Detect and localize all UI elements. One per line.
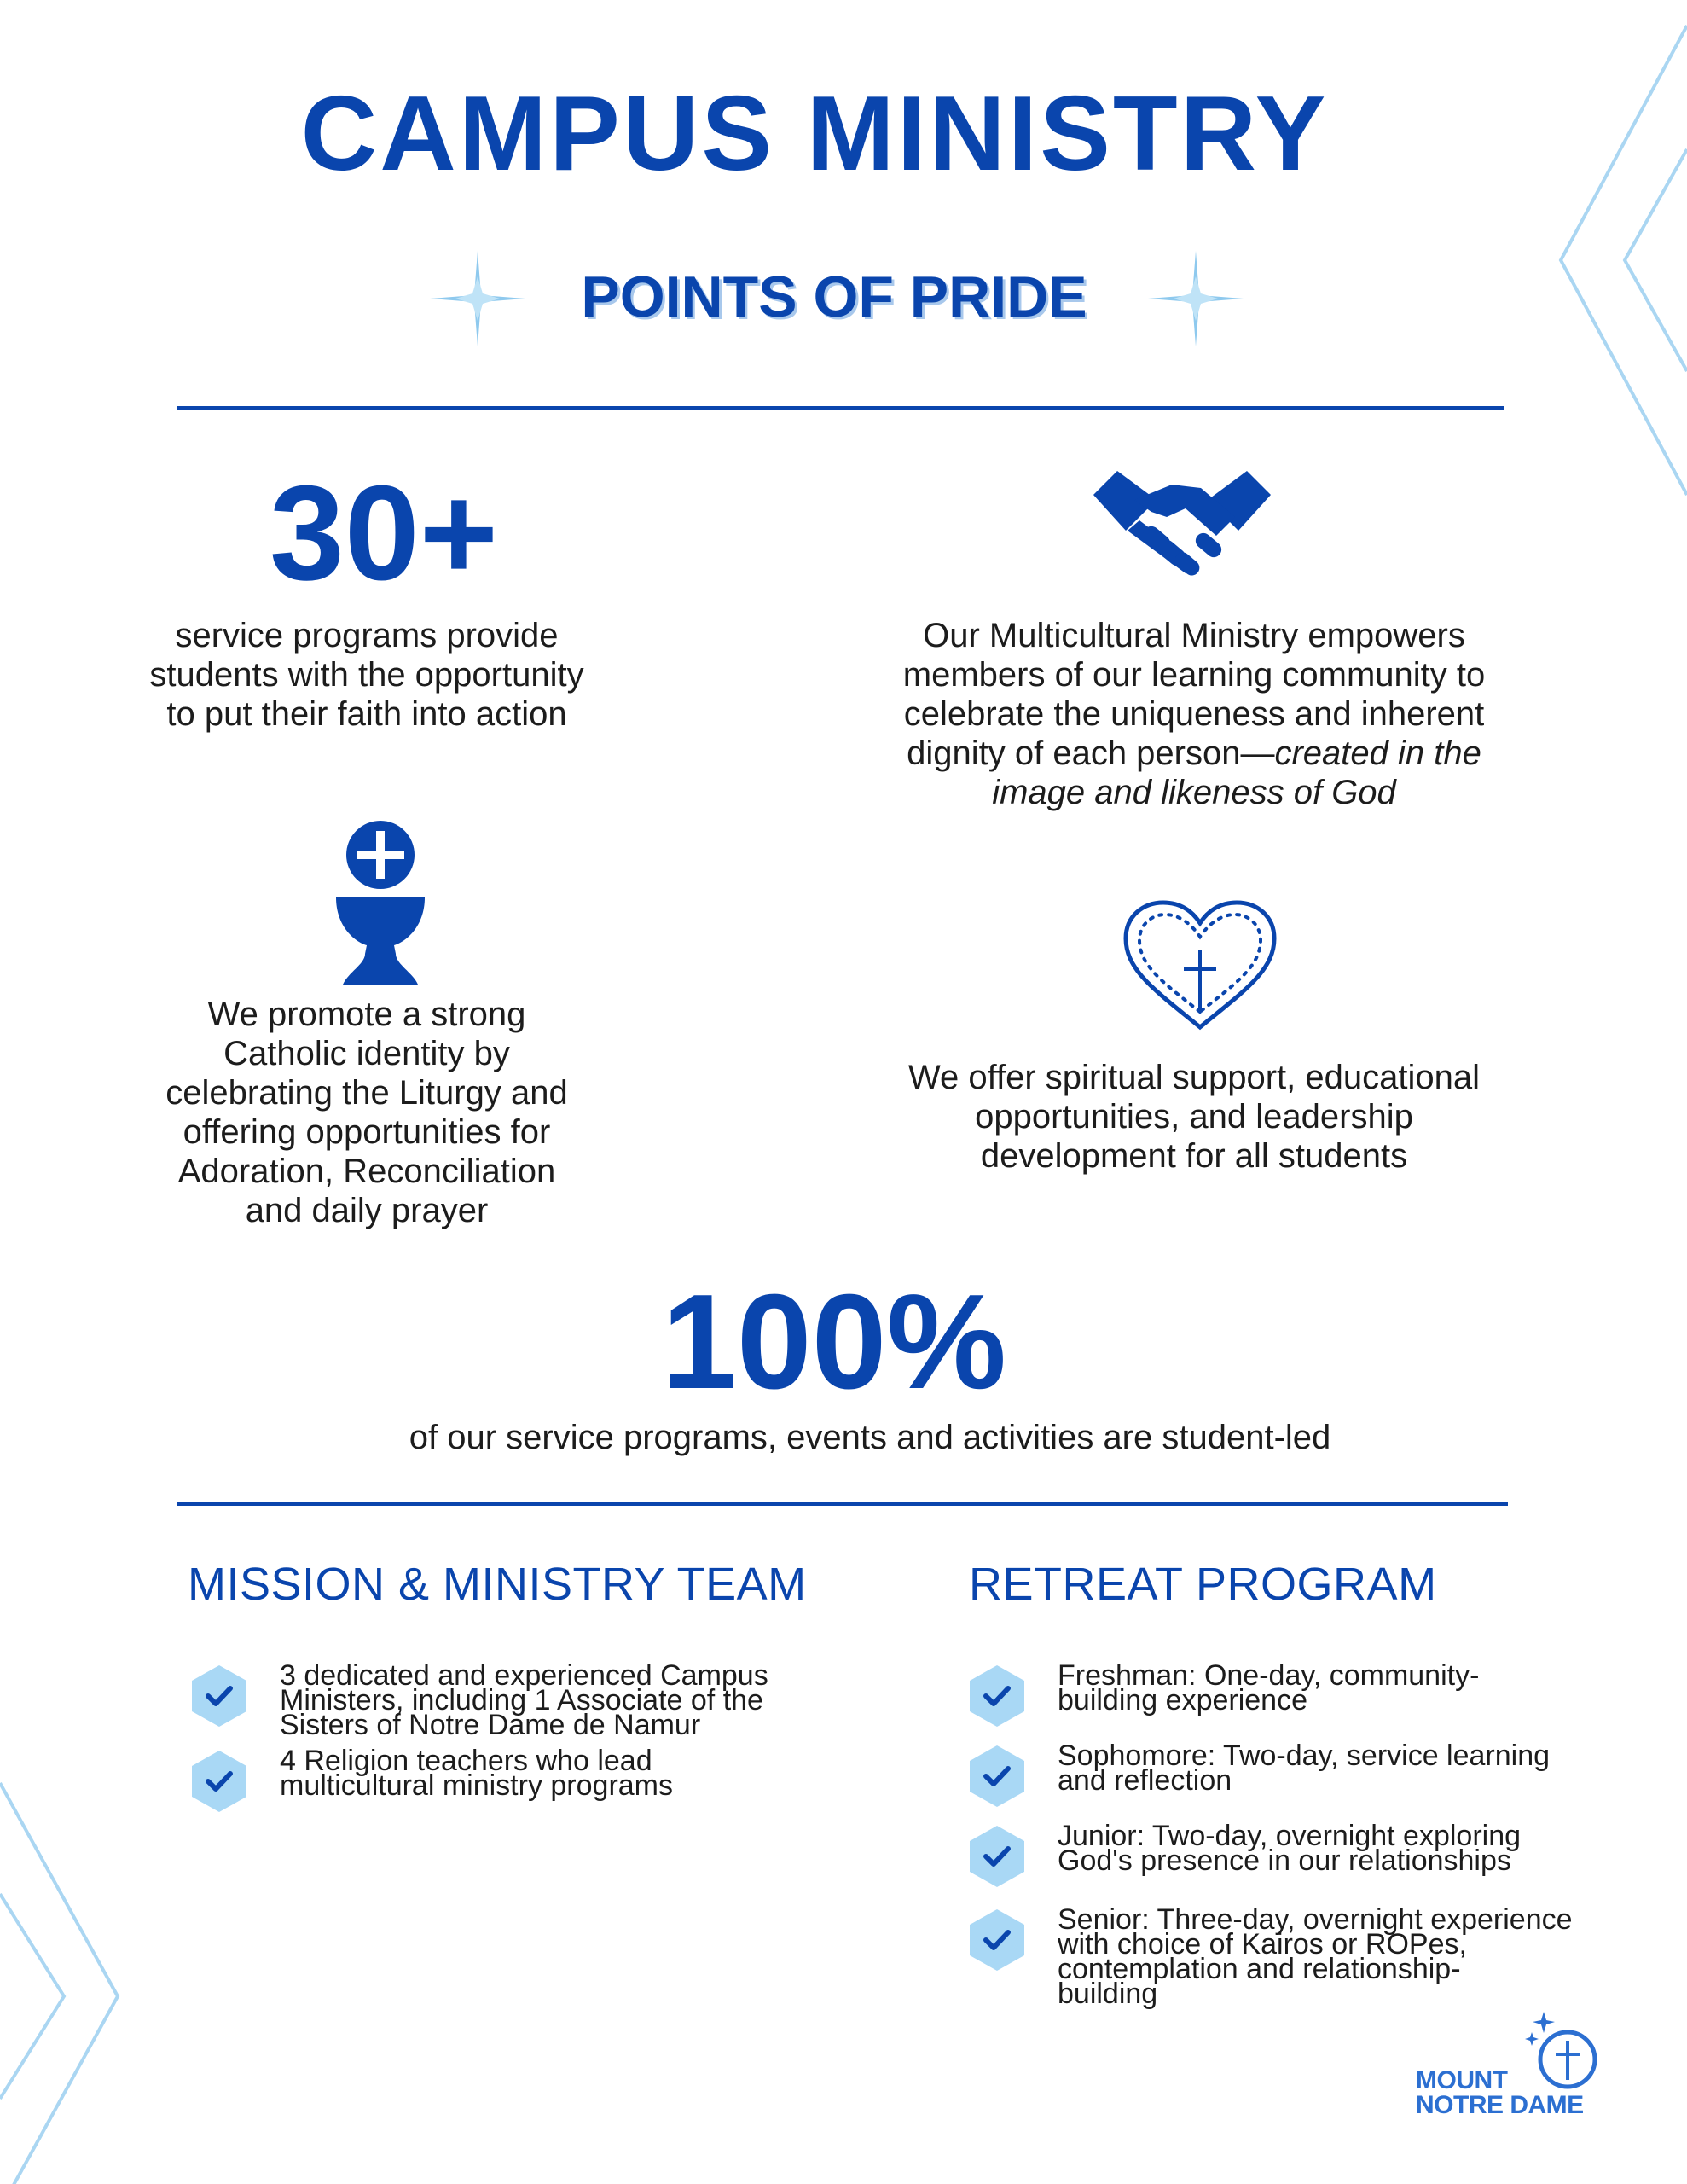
check-icon [189, 1749, 249, 1814]
list-item-text: Sophomore: Two-day, service learning and reflection [1058, 1740, 1551, 1797]
list-item [967, 1903, 1667, 2018]
check-icon [189, 1664, 249, 1728]
list-item [189, 1745, 872, 1814]
sparkle-star-icon [1145, 247, 1247, 350]
stat-student-led: 100% [661, 1267, 1007, 1417]
list-item [189, 1659, 872, 1741]
student-led-caption: of our service programs, events and activities are student-led [409, 1419, 1331, 1456]
heart-cross-icon [1122, 899, 1278, 1032]
handshake-icon [1092, 471, 1272, 580]
list-item-text: 4 Religion teachers who lead multicultural ministry programs [280, 1745, 673, 1802]
divider [177, 406, 1504, 410]
list-item [967, 1659, 1667, 1728]
check-icon [967, 1824, 1027, 1889]
chalice-host-icon [334, 819, 426, 986]
list-item [967, 1820, 1667, 1889]
list-item-text: 3 dedicated and experienced Campus Ministers, including 1 Associate of the Sisters of Notre Dame de Namur [280, 1659, 768, 1741]
mission-team-heading: MISSION & MINISTRY TEAM [188, 1559, 807, 1610]
catholic-identity-description: We promote a strong Catholic identity by celebrating the Liturgy and offering opportunities for Adoration, Reconciliation and daily prayer [165, 996, 568, 1229]
divider [177, 1502, 1508, 1506]
check-icon [967, 1908, 1027, 1972]
retreat-program-heading: RETREAT PROGRAM [969, 1559, 1437, 1610]
service-description: service programs provide students with the opportunity to put their faith into action [149, 617, 584, 733]
list-item-text: Senior: Three-day, overnight experience with choice of Kairos or ROPes, contemplation and relationship- building [1058, 1903, 1573, 2010]
multicultural-description: Our Multicultural Ministry empowers members of our learning community to celebrate the uniqueness and inherent dignity of each person—created in the image and likeness of God [902, 617, 1486, 811]
check-icon [967, 1664, 1027, 1728]
stat-service-count: 30+ [269, 458, 498, 608]
check-icon [967, 1744, 1027, 1809]
school-logo: MOUNT NOTRE DAME [1416, 2066, 1584, 2119]
page-title: CAMPUS MINISTRY [300, 75, 1329, 193]
list-item-text: Freshman: One-day, community- building experience [1058, 1659, 1480, 1716]
support-description: We offer spiritual support, educational opportunities, and leadership development for all students [907, 1059, 1481, 1175]
list-item [967, 1740, 1667, 1809]
page-subtitle: POINTS OF PRIDE [581, 264, 1087, 329]
list-item-text: Junior: Two-day, overnight exploring God's presence in our relationships [1058, 1820, 1522, 1877]
